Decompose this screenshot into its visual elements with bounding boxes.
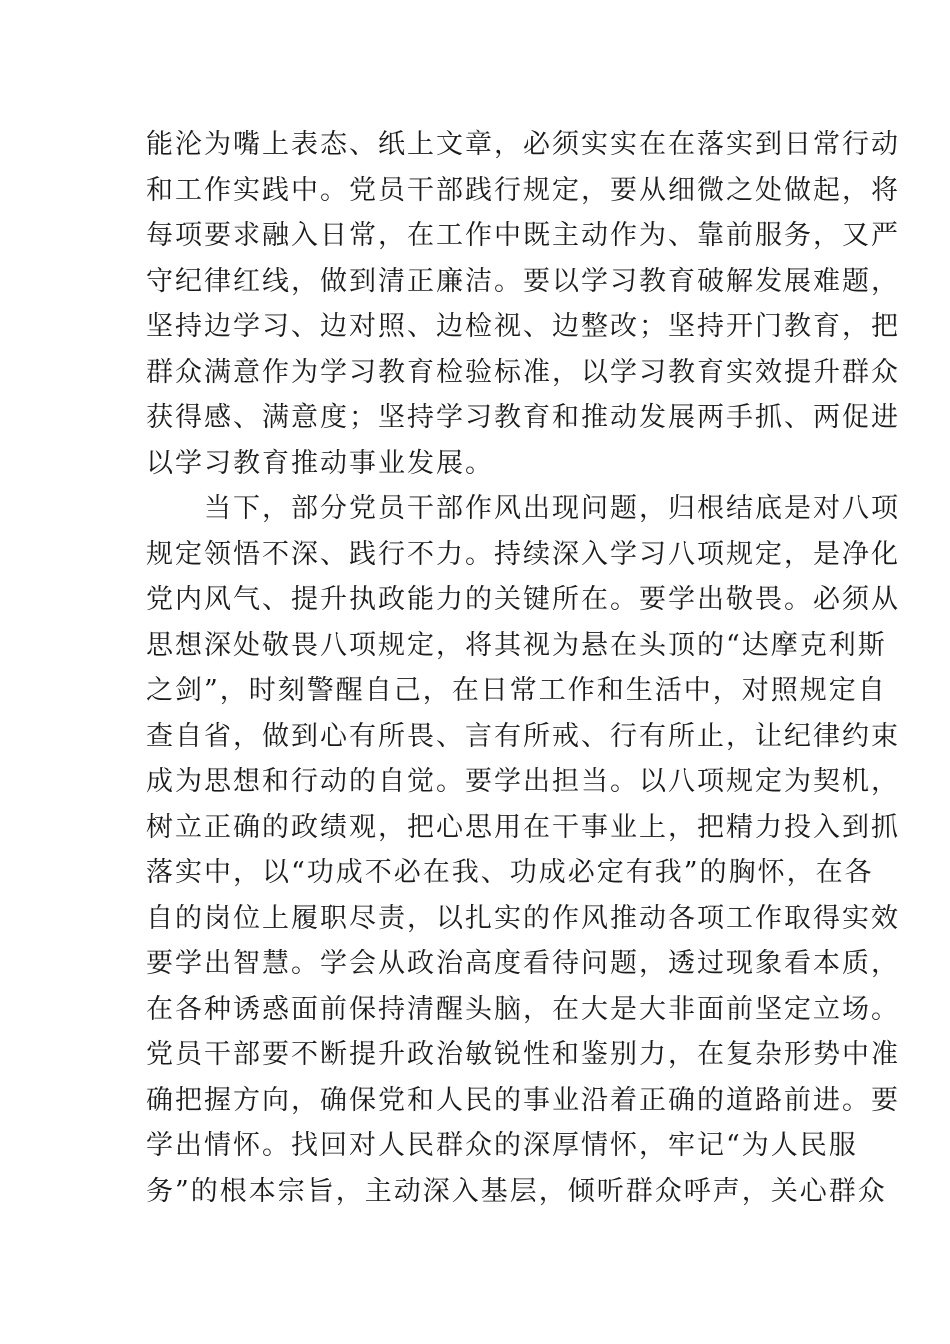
- paragraph-line: 和工作实践中。党员干部践行规定，要从细微之处做起，将: [146, 174, 900, 206]
- paragraph-line: 树立正确的政绩观，把心思用在干事业上，把精力投入到抓: [146, 811, 900, 843]
- paragraph-line: 自的岗位上履职尽责，以扎实的作风推动各项工作取得实效: [146, 902, 900, 934]
- paragraph-line: 在各种诱惑面前保持清醒头脑，在大是大非面前坚定立场。: [146, 993, 900, 1025]
- paragraph-line: 学出情怀。找回对人民群众的深厚情怀，牢记“为人民服: [146, 1130, 858, 1161]
- paragraph-line: 务”的根本宗旨，主动深入基层，倾听群众呼声，关心群众: [146, 1175, 887, 1207]
- paragraph-line: 之剑”，时刻警醒自己，在日常工作和生活中，对照规定自: [146, 675, 887, 706]
- paragraph-line: 守纪律红线，做到清正廉洁。要以学习教育破解发展难题，: [146, 265, 900, 297]
- paragraph-line: 党内风气、提升执政能力的关键所在。要学出敬畏。必须从: [146, 584, 900, 615]
- paragraph-line: 思想深处敬畏八项规定，将其视为悬在头顶的“达摩克利斯: [146, 629, 887, 661]
- paragraph-line: 党员干部要不断提升政治敏锐性和鉴别力，在复杂形势中准: [146, 1039, 900, 1070]
- paragraph-line: 获得感、满意度；坚持学习教育和推动发展两手抓、两促进: [146, 402, 900, 433]
- paragraph-line: 每项要求融入日常，在工作中既主动作为、靠前服务，又严: [146, 220, 900, 251]
- paragraph-line: 以学习教育推动事业发展。: [146, 447, 494, 479]
- paragraph-2: [146, 486, 900, 1214]
- paragraph-line: 规定领悟不深、践行不力。持续深入学习八项规定，是净化: [146, 538, 900, 570]
- paragraph-line: 坚持边学习、边对照、边检视、边整改；坚持开门教育，把: [146, 311, 900, 342]
- paragraph-1: [146, 122, 900, 486]
- paragraph-line: 能沦为嘴上表态、纸上文章，必须实实在在落实到日常行动: [146, 129, 900, 160]
- paragraph-line: 当下，部分党员干部作风出现问题，归根结底是对八项: [204, 493, 900, 524]
- body-text: [146, 122, 900, 1214]
- paragraph-line: 查自省，做到心有所畏、言有所戒、行有所止，让纪律约束: [146, 720, 900, 752]
- paragraph-line: 成为思想和行动的自觉。要学出担当。以八项规定为契机，: [146, 766, 900, 797]
- paragraph-line: 确把握方向，确保党和人民的事业沿着正确的道路前进。要: [146, 1084, 900, 1116]
- paragraph-line: 要学出智慧。学会从政治高度看待问题，透过现象看本质，: [146, 948, 900, 979]
- paragraph-line: 落实中，以“功成不必在我、功成必定有我”的胸怀，在各: [146, 857, 874, 888]
- paragraph-line: 群众满意作为学习教育检验标准，以学习教育实效提升群众: [146, 356, 900, 388]
